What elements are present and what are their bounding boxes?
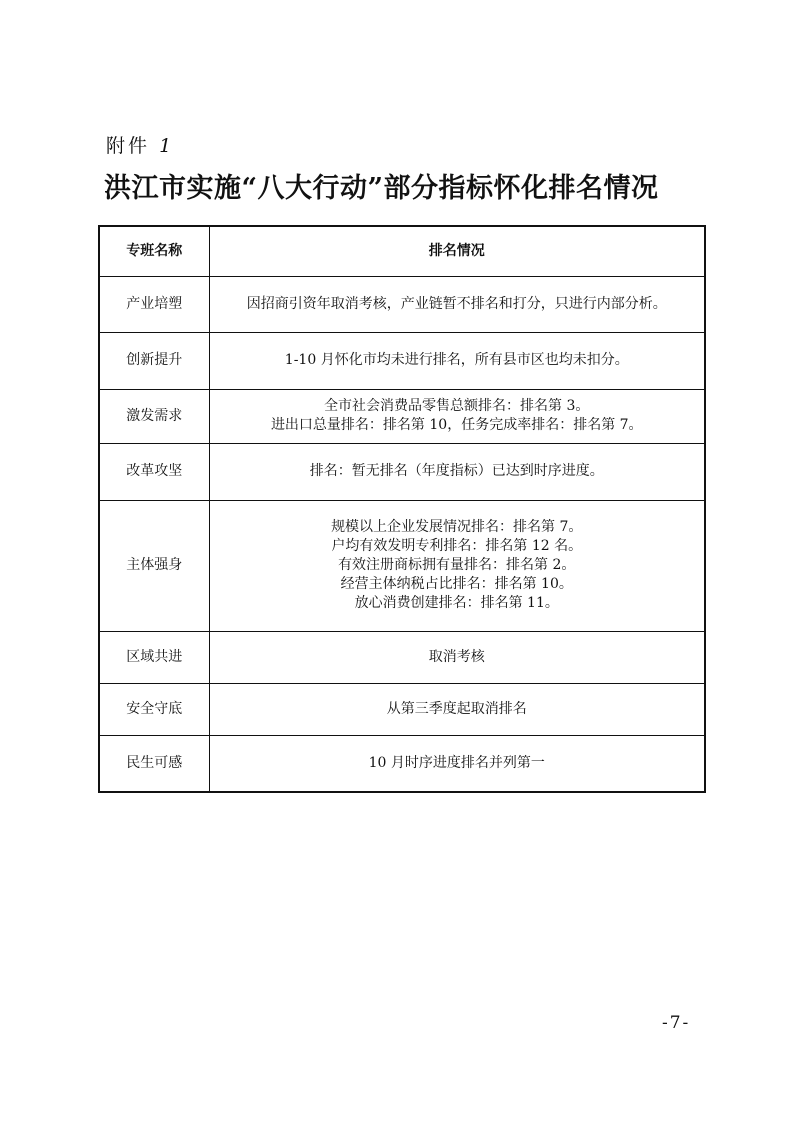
ranking-line: 1-10 月怀化市均未进行排名，所有县市区也均未扣分。 bbox=[284, 352, 629, 368]
ranking-cell bbox=[209, 276, 705, 332]
group-name: 激发需求 bbox=[99, 389, 209, 443]
table-row bbox=[99, 683, 705, 735]
group-name: 产业培塑 bbox=[99, 276, 209, 332]
ranking-line: 排名：暂无排名（年度指标）已达到时序进度。 bbox=[309, 463, 604, 479]
ranking-cell bbox=[209, 332, 705, 389]
table-row bbox=[99, 276, 705, 332]
ranking-line: 有效注册商标拥有量排名：排名第 2。 bbox=[338, 557, 576, 573]
attachment-label bbox=[106, 131, 174, 158]
attachment-label-text: 附件 bbox=[106, 135, 151, 157]
ranking-cell bbox=[209, 443, 705, 500]
ranking-cell bbox=[209, 631, 705, 683]
column-header-ranking: 排名情况 bbox=[209, 226, 705, 276]
table-row bbox=[99, 631, 705, 683]
page-number: -7- bbox=[662, 1013, 691, 1033]
table-row bbox=[99, 389, 705, 443]
group-name: 主体强身 bbox=[99, 500, 209, 631]
ranking-cell bbox=[209, 389, 705, 443]
ranking-line: 全市社会消费品零售总额排名：排名第 3。 bbox=[324, 398, 590, 414]
document-title: 洪江市实施“八大行动”部分指标怀化排名情况 bbox=[104, 173, 659, 204]
group-name: 民生可感 bbox=[99, 735, 209, 792]
ranking-line: 从第三季度起取消排名 bbox=[386, 700, 527, 717]
ranking-line: 取消考核 bbox=[428, 648, 485, 665]
ranking-line: 户均有效发明专利排名：排名第 12 名。 bbox=[331, 538, 583, 554]
ranking-cell bbox=[209, 683, 705, 735]
ranking-cell bbox=[209, 500, 705, 631]
group-name: 安全守底 bbox=[99, 683, 209, 735]
ranking-line: 规模以上企业发展情况排名：排名第 7。 bbox=[331, 519, 583, 535]
ranking-line: 进出口总量排名：排名第 10，任务完成率排名：排名第 7。 bbox=[270, 417, 643, 433]
table-row bbox=[99, 443, 705, 500]
ranking-cell bbox=[209, 735, 705, 792]
ranking-line: 放心消费创建排名：排名第 11。 bbox=[354, 595, 559, 611]
ranking-line: 10 月时序进度排名并列第一 bbox=[368, 754, 545, 771]
table-row bbox=[99, 332, 705, 389]
group-name: 改革攻坚 bbox=[99, 443, 209, 500]
attachment-number: 1 bbox=[159, 135, 175, 157]
ranking-line: 经营主体纳税占比排名：排名第 10。 bbox=[340, 576, 573, 592]
table-row bbox=[99, 500, 705, 631]
group-name: 创新提升 bbox=[99, 332, 209, 389]
column-header-name: 专班名称 bbox=[99, 226, 209, 276]
table-header-row bbox=[99, 226, 705, 276]
group-name: 区域共进 bbox=[99, 631, 209, 683]
ranking-line: 因招商引资年取消考核，产业链暂不排名和打分，只进行内部分析。 bbox=[246, 295, 667, 312]
ranking-table bbox=[98, 225, 706, 793]
table-row bbox=[99, 735, 705, 792]
